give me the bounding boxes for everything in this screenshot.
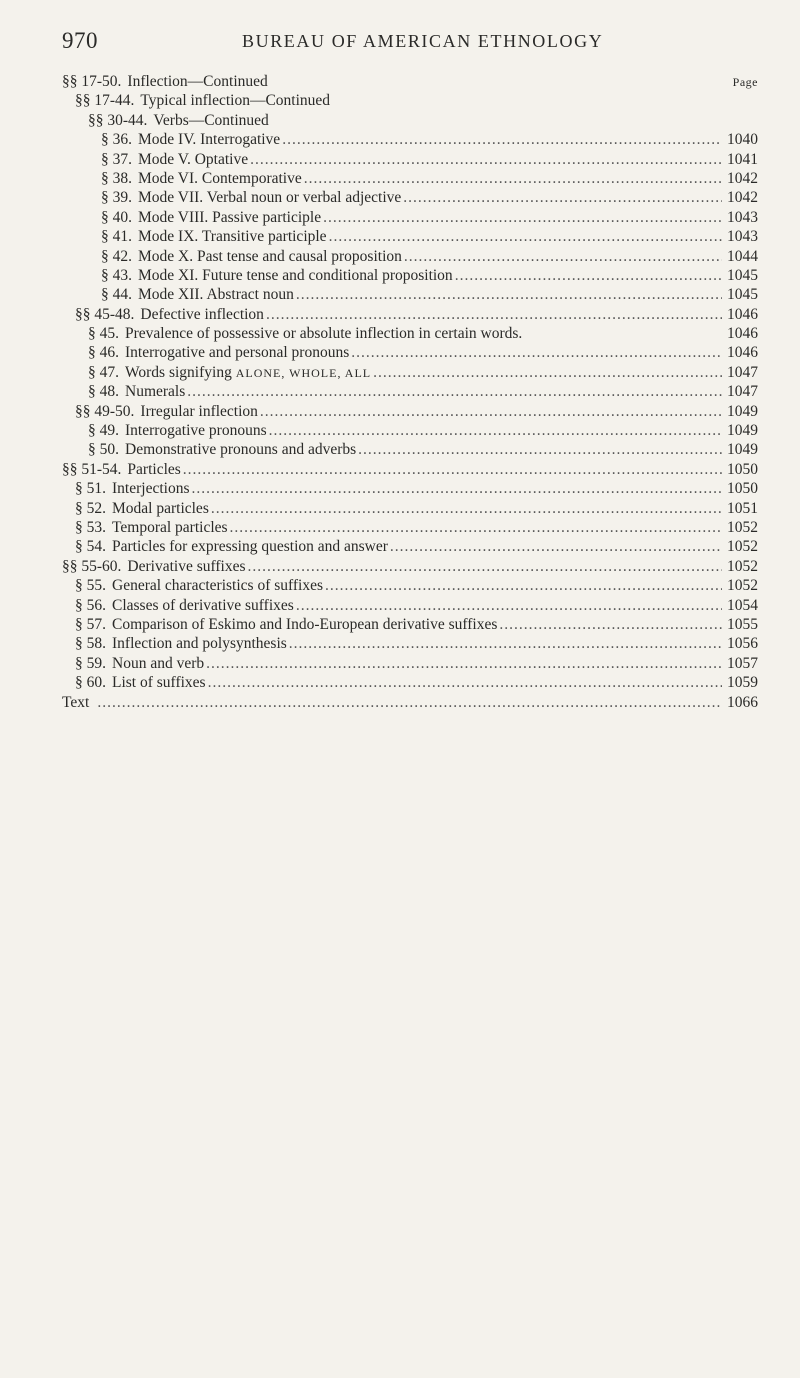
toc-entry-title: Defective inflection xyxy=(140,305,264,323)
toc-dot-leader xyxy=(289,634,722,653)
page-number: 970 xyxy=(62,28,98,53)
toc-section-number: § 40. xyxy=(101,208,132,226)
toc-entry-line xyxy=(101,285,758,304)
toc-dot-leader xyxy=(183,460,722,479)
running-head-title: BUREAU OF AMERICAN ETHNOLOGY xyxy=(242,31,604,51)
toc-entry xyxy=(62,382,758,401)
toc-page-number: 1050 xyxy=(727,460,758,478)
toc-entry-title: Derivative suffixes xyxy=(127,557,246,575)
toc-dot-leader xyxy=(455,266,722,285)
toc-entry-title: Numerals xyxy=(125,383,186,401)
toc-entry xyxy=(62,518,758,537)
toc-entry-line xyxy=(88,421,758,440)
toc-entry-title: Interjections xyxy=(112,480,190,498)
toc-entry-line xyxy=(75,402,758,421)
toc-entry xyxy=(62,402,758,421)
toc-entry xyxy=(62,324,758,343)
toc-entry-line xyxy=(88,440,758,459)
toc-section-number: §§ 51-54. xyxy=(62,460,122,478)
page-column-heading: Page xyxy=(732,75,758,89)
toc-entry-line xyxy=(101,169,758,188)
toc-entry xyxy=(62,266,758,285)
toc-entry xyxy=(62,363,758,382)
toc-dot-leader xyxy=(282,130,722,149)
toc-page-number: 1051 xyxy=(727,499,758,517)
toc-dot-leader xyxy=(187,382,722,401)
toc-entry xyxy=(62,150,758,169)
toc-dot-leader xyxy=(296,285,722,304)
toc-dot-leader xyxy=(323,208,722,227)
toc-page-number: 1042 xyxy=(727,189,758,207)
toc-dot-leader xyxy=(248,557,722,576)
toc-section-number: § 57. xyxy=(75,615,106,633)
toc-section-number: § 52. xyxy=(75,499,106,517)
toc-entry xyxy=(62,537,758,556)
toc-entry-title: Noun and verb xyxy=(112,654,205,672)
toc-section-number: § 53. xyxy=(75,518,106,536)
toc-dot-leader xyxy=(206,654,722,673)
toc-dot-leader xyxy=(329,227,722,246)
toc-section-number: § 45. xyxy=(88,325,119,343)
toc-dot-leader xyxy=(351,343,722,362)
toc-dot-leader xyxy=(250,150,722,169)
toc-entry-title: Irregular inflection xyxy=(140,402,258,420)
toc-entry xyxy=(62,557,758,576)
toc-entry-title: Temporal particles xyxy=(112,518,228,536)
toc-entry xyxy=(62,169,758,188)
toc-entry-line xyxy=(75,537,758,556)
toc-section-number: §§ 45-48. xyxy=(75,305,135,323)
toc-entry-title: List of suffixes xyxy=(112,674,206,692)
toc-section-number: § 41. xyxy=(101,228,132,246)
toc-section-number: § 50. xyxy=(88,441,119,459)
toc-entry-title: Particles xyxy=(127,460,181,478)
toc-entry-line xyxy=(62,72,758,92)
toc-page-number: 1046 xyxy=(727,305,758,323)
toc-entry xyxy=(62,227,758,246)
toc-dot-leader xyxy=(390,537,722,556)
toc-entry-title: Mode XI. Future tense and conditional proposition xyxy=(138,266,453,284)
toc-entry xyxy=(62,247,758,266)
toc-page-number: 1049 xyxy=(727,402,758,420)
toc-section-number: § 60. xyxy=(75,674,106,692)
toc-page-number: 1056 xyxy=(727,635,758,653)
toc-entry-title: Mode V. Optative xyxy=(138,150,249,168)
toc-entry xyxy=(62,499,758,518)
toc-entry xyxy=(62,421,758,440)
toc-entry-title: Inflection—Continued xyxy=(127,73,268,90)
toc-section-number: § 42. xyxy=(101,247,132,265)
toc-page-number: 1052 xyxy=(727,557,758,575)
toc-section-number: §§ 17-44. xyxy=(75,92,135,110)
toc-page-number: 1052 xyxy=(727,577,758,595)
toc-section-number: § 36. xyxy=(101,131,132,149)
toc-entry-title: Comparison of Eskimo and Indo-European derivative suffixes xyxy=(112,615,498,633)
toc-section-number: §§ 49-50. xyxy=(75,402,135,420)
toc-page-number: 1052 xyxy=(727,518,758,536)
toc-entry-line xyxy=(88,343,758,362)
toc-page-number: 1049 xyxy=(727,422,758,440)
toc-dot-leader xyxy=(260,402,722,421)
toc-page-number: 1057 xyxy=(727,654,758,672)
toc-section-number: § 58. xyxy=(75,635,106,653)
toc-entry xyxy=(62,615,758,634)
toc-section-number: § 38. xyxy=(101,169,132,187)
toc-dot-leader xyxy=(325,576,722,595)
toc-entry xyxy=(62,188,758,207)
toc-page-number: 1045 xyxy=(727,266,758,284)
toc-entry-line xyxy=(101,266,758,285)
toc-page-number: 1054 xyxy=(727,596,758,614)
toc-section-number: § 47. xyxy=(88,363,119,381)
toc-entry-line xyxy=(62,693,758,712)
toc-entry xyxy=(62,654,758,673)
toc-entry-title: Mode IV. Interrogative xyxy=(138,131,281,149)
toc-entry xyxy=(62,634,758,653)
toc-entry-title: Prevalence of possessive or absolute inflection in certain words. xyxy=(125,325,523,343)
toc-entry xyxy=(62,479,758,498)
toc-dot-leader xyxy=(97,693,722,712)
toc-page-number: 1047 xyxy=(727,383,758,401)
toc-entry-title: Mode VII. Verbal noun or verbal adjective xyxy=(138,189,402,207)
toc-page-number: 1055 xyxy=(727,615,758,633)
toc-entry-title: Mode IX. Transitive participle xyxy=(138,228,327,246)
toc-page-number: 1066 xyxy=(727,693,758,711)
toc-entry xyxy=(62,305,758,324)
toc-page-number: 1043 xyxy=(727,228,758,246)
toc-section-number: § 55. xyxy=(75,577,106,595)
toc-section-number: § 48. xyxy=(88,383,119,401)
toc-section-number: § 51. xyxy=(75,480,106,498)
toc-entry-line xyxy=(101,188,758,207)
toc-entry-line xyxy=(88,382,758,401)
toc-entry-title: Interrogative and personal pronouns xyxy=(125,344,350,362)
toc-entry xyxy=(62,576,758,595)
toc-entry xyxy=(62,130,758,149)
toc-dot-leader xyxy=(499,615,722,634)
toc-entry xyxy=(62,343,758,362)
toc-section-number: § 39. xyxy=(101,189,132,207)
toc-entry-line xyxy=(75,673,758,692)
toc-page-number: 1052 xyxy=(727,538,758,556)
toc-entry-title: Words signifying ALONE, WHOLE, ALL xyxy=(125,363,372,381)
toc-dot-leader xyxy=(208,673,722,692)
toc-entry-line xyxy=(75,305,758,324)
toc-entry xyxy=(62,440,758,459)
toc-section-number: § 54. xyxy=(75,538,106,556)
toc-section-number: §§ 30-44. xyxy=(88,111,148,129)
toc-dot-leader xyxy=(269,421,722,440)
toc-entry-title: Particles for expressing question and answer xyxy=(112,538,388,556)
toc-dot-leader xyxy=(296,596,722,615)
toc-entry-title: Mode VIII. Passive participle xyxy=(138,208,322,226)
toc-entry-title: Typical inflection—Continued xyxy=(140,92,331,110)
toc-entry-title: Inflection and polysynthesis xyxy=(112,635,287,653)
toc-entry xyxy=(62,208,758,227)
toc-entry-line xyxy=(101,227,758,246)
toc-dot-leader xyxy=(266,305,722,324)
toc-entry-title: Mode X. Past tense and causal proposition xyxy=(138,247,402,265)
toc-dot-leader xyxy=(403,188,722,207)
toc-entry-line xyxy=(62,557,758,576)
toc-entry-line xyxy=(88,111,758,130)
toc-entry xyxy=(62,111,758,130)
toc-page-number: 1046 xyxy=(727,344,758,362)
toc-entry-line xyxy=(75,499,758,518)
running-head xyxy=(62,28,778,62)
toc-page-number: 1059 xyxy=(727,674,758,692)
toc-dot-leader xyxy=(358,440,722,459)
toc-entry xyxy=(62,460,758,479)
toc-entry-title: Mode VI. Contemporative xyxy=(138,169,302,187)
toc-dot-leader xyxy=(373,363,722,382)
toc-section-number: § 37. xyxy=(101,150,132,168)
toc-entry-line xyxy=(101,247,758,266)
toc-entry-line xyxy=(75,91,758,110)
toc-page-number: 1050 xyxy=(727,480,758,498)
table-of-contents xyxy=(62,72,758,712)
toc-entry xyxy=(62,673,758,692)
toc-section-number: § 49. xyxy=(88,422,119,440)
toc-section-number: § 56. xyxy=(75,596,106,614)
toc-entry-line xyxy=(75,596,758,615)
toc-page-number: 1043 xyxy=(727,208,758,226)
toc-entry-line xyxy=(88,363,758,383)
toc-section-number: Text xyxy=(62,693,90,711)
toc-entry-title: Classes of derivative suffixes xyxy=(112,596,294,614)
toc-page-number: 1047 xyxy=(727,363,758,381)
toc-entry-title: General characteristics of suffixes xyxy=(112,577,324,595)
toc-entry-title: Mode XII. Abstract noun xyxy=(138,286,294,304)
toc-entry-line xyxy=(62,460,758,479)
toc-entry xyxy=(62,91,758,110)
toc-entry-line xyxy=(75,518,758,537)
toc-dot-leader xyxy=(404,247,722,266)
toc-entry xyxy=(62,285,758,304)
toc-entry xyxy=(62,72,758,91)
toc-section-number: §§ 55-60. xyxy=(62,557,122,575)
toc-page-number: 1040 xyxy=(727,131,758,149)
toc-page-number: 1046 xyxy=(727,325,758,343)
toc-entry-line xyxy=(75,576,758,595)
toc-section-number: § 46. xyxy=(88,344,119,362)
toc-section-number: § 43. xyxy=(101,266,132,284)
toc-dot-leader xyxy=(211,499,722,518)
toc-section-number: § 59. xyxy=(75,654,106,672)
toc-entry-line xyxy=(101,150,758,169)
toc-page-number: 1044 xyxy=(727,247,758,265)
toc-entry-line xyxy=(101,208,758,227)
toc-entry-line xyxy=(75,654,758,673)
toc-entry-title: Demonstrative pronouns and adverbs xyxy=(125,441,357,459)
toc-entry-line xyxy=(75,634,758,653)
toc-entry xyxy=(62,693,758,712)
toc-page-number: 1045 xyxy=(727,286,758,304)
toc-page-number: 1041 xyxy=(727,150,758,168)
toc-entry xyxy=(62,596,758,615)
toc-entry-title: Modal particles xyxy=(112,499,209,517)
toc-entry-line xyxy=(75,615,758,634)
toc-entry-line xyxy=(75,479,758,498)
toc-entry-title: Interrogative pronouns xyxy=(125,422,267,440)
toc-dot-leader xyxy=(304,169,722,188)
toc-page-number: 1042 xyxy=(727,169,758,187)
toc-entry-title: Verbs—Continued xyxy=(153,111,269,129)
toc-section-number: § 44. xyxy=(101,286,132,304)
toc-page-number: 1049 xyxy=(727,441,758,459)
toc-entry-line xyxy=(101,130,758,149)
toc-entry-line xyxy=(88,324,758,343)
toc-dot-leader xyxy=(230,518,722,537)
toc-section-number: §§ 17-50. xyxy=(62,73,122,90)
toc-dot-leader xyxy=(191,479,722,498)
